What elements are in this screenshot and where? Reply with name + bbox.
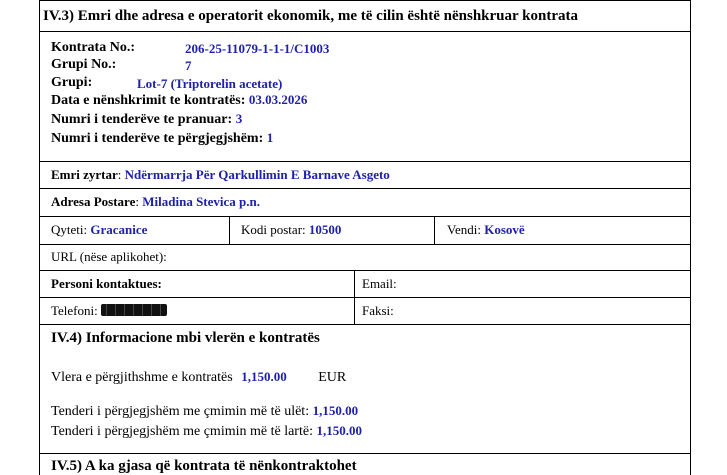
cell-divider (229, 216, 230, 244)
phone-label: Telefoni: (51, 303, 98, 318)
tenders-responsive-value: 1 (266, 130, 274, 145)
city-label: Qyteti: (51, 222, 88, 237)
tenders-responsive-label: Numri i tenderëve te përgjegjshëm: (51, 131, 264, 146)
rule (40, 270, 690, 271)
sign-date-label: Data e nënshkrimit te kontratës: (51, 93, 246, 108)
tenders-received-row (51, 111, 242, 128)
postal-address-label: Adresa Postare (51, 194, 136, 209)
total-value-label: Vlera e përgjithshme e kontratës (51, 370, 233, 385)
postal-address-value: Miladina Stevica p.n. (142, 194, 260, 209)
rule (40, 324, 690, 325)
section-iv3-title: IV.3) Emri dhe adresa e operatorit ekonomik, me të cilin është nënshkruar kontrata (43, 8, 578, 24)
tenders-responsive-row (51, 130, 273, 147)
contract-no-value: 206-25-11079-1-1-1/C1003 (185, 41, 330, 56)
group-value: Lot-7 (Triptorelin acetate) (137, 76, 283, 91)
rule (40, 216, 690, 217)
highest-price-value: 1,150.00 (316, 423, 362, 438)
group-label: Grupi: (51, 75, 93, 90)
contract-award-form (39, 0, 691, 475)
tenders-received-value: 3 (235, 111, 243, 126)
group-no-value: 7 (185, 58, 192, 73)
cell-divider (434, 216, 435, 244)
city-cell (51, 222, 147, 238)
highest-price-label: Tenderi i përgjegjshëm me çmimin më të lartë: (51, 424, 313, 439)
tenders-received-label: Numri i tenderëve te pranuar: (51, 112, 233, 127)
rule (40, 244, 690, 245)
group-no-label: Grupi No.: (51, 57, 117, 72)
postal-address-row: Adresa Postare: Miladina Stevica p.n. (51, 194, 260, 209)
fax-label: Faksi: (362, 303, 394, 318)
redacted-phone-number (101, 304, 167, 316)
highest-price-row (51, 423, 362, 440)
country-label: Vendi: (447, 222, 481, 237)
country-value: Kosovë (484, 222, 525, 237)
email-label: Email: (362, 276, 397, 291)
url-label: URL (nëse aplikohet): (51, 249, 167, 264)
phone-row (51, 303, 167, 319)
rule (40, 31, 690, 32)
sign-date-value: 03.03.2026 (248, 92, 308, 107)
lowest-price-row (51, 403, 358, 420)
rule (40, 453, 690, 454)
rule-top (40, 0, 690, 1)
official-name-label: Emri zyrtar (51, 167, 118, 182)
postal-code-label: Kodi postar: (241, 222, 306, 237)
total-value: 1,150.00 (241, 369, 287, 384)
contract-no-label: Kontrata No.: (51, 40, 135, 55)
cell-divider (354, 270, 355, 324)
rule (40, 297, 690, 298)
postal-code-value: 10500 (308, 222, 342, 237)
postal-code-cell (241, 222, 341, 238)
official-name-value: Ndërmarrja Për Qarkullimin E Barnave Asgeto (124, 167, 390, 182)
sign-date-row (51, 92, 307, 109)
contact-person-label: Personi kontaktues: (51, 276, 162, 291)
official-name-row: Emri zyrtar: Ndërmarrja Për Qarkullimin E Barnave Asgeto (51, 167, 390, 182)
city-value: Gracanice (90, 222, 148, 237)
total-value-row (51, 369, 346, 386)
lowest-price-value: 1,150.00 (312, 403, 359, 418)
lowest-price-label: Tenderi i përgjegjshëm me çmimin më të ulët: (51, 404, 310, 419)
rule (40, 161, 690, 162)
rule (40, 188, 690, 189)
section-iv5-title: IV.5) A ka gjasa që kontrata të nënkontraktohet (51, 458, 357, 474)
section-iv4-title: IV.4) Informacione mbi vlerën e kontratës (51, 330, 320, 346)
currency: EUR (318, 370, 347, 385)
country-cell (447, 222, 525, 238)
